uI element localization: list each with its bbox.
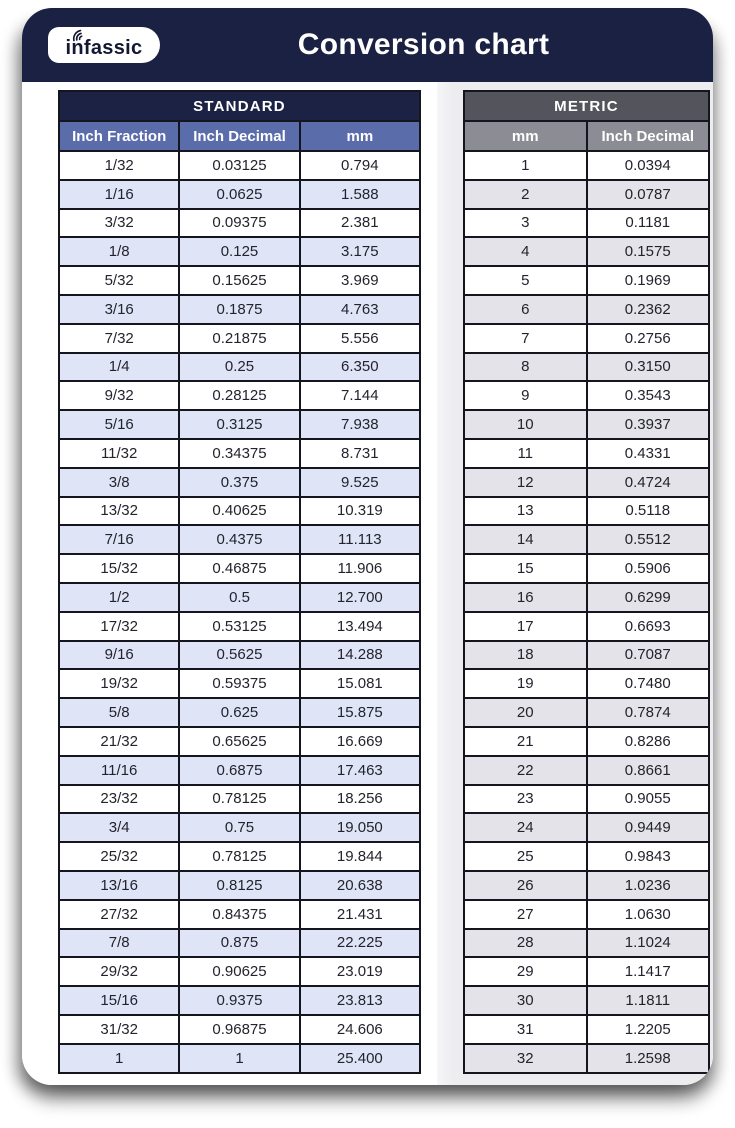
table-cell: 0.34375 bbox=[179, 439, 299, 468]
table-row bbox=[464, 641, 709, 670]
table-cell: 13/16 bbox=[59, 871, 179, 900]
table-cell: 3/32 bbox=[59, 209, 179, 238]
table-cell: 0.25 bbox=[179, 353, 299, 382]
table-cell: 0.5118 bbox=[587, 497, 710, 526]
table-cell: 0.9843 bbox=[587, 842, 710, 871]
table-cell: 29/32 bbox=[59, 957, 179, 986]
table-row bbox=[59, 324, 420, 353]
table-cell: 5/8 bbox=[59, 698, 179, 727]
table-row bbox=[464, 180, 709, 209]
table-cell: 11/32 bbox=[59, 439, 179, 468]
table-cell: 0.21875 bbox=[179, 324, 299, 353]
table-row bbox=[464, 813, 709, 842]
table-row bbox=[59, 180, 420, 209]
table-row bbox=[59, 468, 420, 497]
standard-panel bbox=[22, 82, 437, 1085]
table-cell: 23.813 bbox=[300, 986, 420, 1015]
table-cell: 1.1417 bbox=[587, 957, 710, 986]
brand-logo-text: infassic bbox=[65, 37, 143, 59]
table-row bbox=[464, 900, 709, 929]
table-cell: 10.319 bbox=[300, 497, 420, 526]
table-row bbox=[59, 669, 420, 698]
table-cell: 24 bbox=[464, 813, 587, 842]
table-row bbox=[464, 698, 709, 727]
table-cell: 0.0787 bbox=[587, 180, 710, 209]
table-row bbox=[59, 957, 420, 986]
table-row bbox=[59, 209, 420, 238]
table-row bbox=[464, 266, 709, 295]
table-cell: 29 bbox=[464, 957, 587, 986]
table-row bbox=[464, 871, 709, 900]
table-row bbox=[464, 957, 709, 986]
table-cell: 0.794 bbox=[300, 151, 420, 180]
table-row bbox=[59, 353, 420, 382]
table-row bbox=[464, 468, 709, 497]
table-cell: 20.638 bbox=[300, 871, 420, 900]
table-row bbox=[59, 986, 420, 1015]
table-cell: 7/32 bbox=[59, 324, 179, 353]
table-cell: 0.0394 bbox=[587, 151, 710, 180]
table-cell: 23/32 bbox=[59, 785, 179, 814]
table-cell: 0.28125 bbox=[179, 381, 299, 410]
table-cell: 21 bbox=[464, 727, 587, 756]
table-cell: 7 bbox=[464, 324, 587, 353]
table-row bbox=[59, 727, 420, 756]
table-row bbox=[59, 237, 420, 266]
table-cell: 9.525 bbox=[300, 468, 420, 497]
table-cell: 2.381 bbox=[300, 209, 420, 238]
table-row bbox=[464, 324, 709, 353]
table-cell: 0.9449 bbox=[587, 813, 710, 842]
table-cell: 3.175 bbox=[300, 237, 420, 266]
table-row bbox=[59, 410, 420, 439]
table-cell: 3.969 bbox=[300, 266, 420, 295]
table-cell: 20 bbox=[464, 698, 587, 727]
standard-table-header-row bbox=[59, 121, 420, 151]
table-cell: 9/16 bbox=[59, 641, 179, 670]
table-cell: 0.4724 bbox=[587, 468, 710, 497]
table-cell: 0.03125 bbox=[179, 151, 299, 180]
standard-table bbox=[58, 90, 421, 1074]
table-row bbox=[464, 381, 709, 410]
table-cell: 0.78125 bbox=[179, 785, 299, 814]
table-row bbox=[59, 612, 420, 641]
table-cell: 0.9375 bbox=[179, 986, 299, 1015]
table-row bbox=[464, 353, 709, 382]
table-cell: 4 bbox=[464, 237, 587, 266]
table-cell: 0.5625 bbox=[179, 641, 299, 670]
table-cell: 3 bbox=[464, 209, 587, 238]
table-cell: 19.844 bbox=[300, 842, 420, 871]
table-cell: 0.8661 bbox=[587, 756, 710, 785]
table-row bbox=[59, 266, 420, 295]
metric-table-title: METRIC bbox=[464, 91, 709, 121]
standard-table-title: STANDARD bbox=[59, 91, 420, 121]
table-cell: 1.588 bbox=[300, 180, 420, 209]
table-row bbox=[59, 381, 420, 410]
column-header-inch-decimal: Inch Decimal bbox=[179, 121, 299, 151]
header-banner bbox=[22, 8, 713, 82]
table-cell: 0.75 bbox=[179, 813, 299, 842]
tables-area bbox=[22, 82, 713, 1085]
table-cell: 15 bbox=[464, 554, 587, 583]
table-cell: 28 bbox=[464, 929, 587, 958]
table-cell: 8 bbox=[464, 353, 587, 382]
table-row bbox=[59, 1015, 420, 1044]
column-header-mm: mm bbox=[464, 121, 587, 151]
conversion-chart-card bbox=[22, 8, 713, 1085]
table-row bbox=[59, 497, 420, 526]
table-cell: 0.1575 bbox=[587, 237, 710, 266]
table-cell: 13 bbox=[464, 497, 587, 526]
table-cell: 22.225 bbox=[300, 929, 420, 958]
table-cell: 13/32 bbox=[59, 497, 179, 526]
table-cell: 0.3150 bbox=[587, 353, 710, 382]
table-row bbox=[59, 929, 420, 958]
table-cell: 1 bbox=[464, 151, 587, 180]
table-cell: 23 bbox=[464, 785, 587, 814]
table-cell: 11.113 bbox=[300, 525, 420, 554]
table-cell: 10 bbox=[464, 410, 587, 439]
table-cell: 1.1811 bbox=[587, 986, 710, 1015]
table-cell: 0.375 bbox=[179, 468, 299, 497]
table-cell: 14.288 bbox=[300, 641, 420, 670]
table-cell: 0.5 bbox=[179, 583, 299, 612]
table-cell: 4.763 bbox=[300, 295, 420, 324]
table-cell: 23.019 bbox=[300, 957, 420, 986]
table-cell: 5 bbox=[464, 266, 587, 295]
table-row bbox=[464, 842, 709, 871]
table-cell: 0.4331 bbox=[587, 439, 710, 468]
table-row bbox=[464, 1015, 709, 1044]
table-cell: 1.1024 bbox=[587, 929, 710, 958]
table-row bbox=[464, 583, 709, 612]
table-cell: 1 bbox=[59, 1044, 179, 1073]
table-cell: 18 bbox=[464, 641, 587, 670]
metric-table bbox=[463, 90, 710, 1074]
table-cell: 0.7874 bbox=[587, 698, 710, 727]
table-cell: 11/16 bbox=[59, 756, 179, 785]
table-cell: 27 bbox=[464, 900, 587, 929]
table-cell: 1.0630 bbox=[587, 900, 710, 929]
table-cell: 22 bbox=[464, 756, 587, 785]
table-cell: 1/8 bbox=[59, 237, 179, 266]
table-cell: 5/16 bbox=[59, 410, 179, 439]
table-cell: 0.3937 bbox=[587, 410, 710, 439]
table-row bbox=[464, 1044, 709, 1073]
brand-logo bbox=[48, 27, 160, 63]
table-cell: 15/16 bbox=[59, 986, 179, 1015]
table-cell: 25.400 bbox=[300, 1044, 420, 1073]
table-cell: 0.2756 bbox=[587, 324, 710, 353]
metric-table-body bbox=[464, 151, 709, 1073]
table-row bbox=[464, 756, 709, 785]
table-cell: 8.731 bbox=[300, 439, 420, 468]
table-cell: 0.65625 bbox=[179, 727, 299, 756]
table-row bbox=[59, 1044, 420, 1073]
table-row bbox=[59, 554, 420, 583]
table-cell: 3/4 bbox=[59, 813, 179, 842]
table-cell: 11 bbox=[464, 439, 587, 468]
table-cell: 0.96875 bbox=[179, 1015, 299, 1044]
standard-table-title-row bbox=[59, 91, 420, 121]
table-cell: 0.8286 bbox=[587, 727, 710, 756]
table-cell: 0.46875 bbox=[179, 554, 299, 583]
table-cell: 17.463 bbox=[300, 756, 420, 785]
table-cell: 0.8125 bbox=[179, 871, 299, 900]
table-row bbox=[59, 900, 420, 929]
table-cell: 12 bbox=[464, 468, 587, 497]
table-cell: 0.3543 bbox=[587, 381, 710, 410]
table-cell: 0.5906 bbox=[587, 554, 710, 583]
table-cell: 0.5512 bbox=[587, 525, 710, 554]
table-row bbox=[59, 813, 420, 842]
table-cell: 0.78125 bbox=[179, 842, 299, 871]
table-cell: 7.938 bbox=[300, 410, 420, 439]
table-cell: 19 bbox=[464, 669, 587, 698]
table-cell: 16.669 bbox=[300, 727, 420, 756]
table-cell: 32 bbox=[464, 1044, 587, 1073]
column-header-inch-decimal: Inch Decimal bbox=[587, 121, 710, 151]
table-row bbox=[59, 295, 420, 324]
table-row bbox=[59, 756, 420, 785]
table-cell: 0.09375 bbox=[179, 209, 299, 238]
table-cell: 0.125 bbox=[179, 237, 299, 266]
table-cell: 0.6693 bbox=[587, 612, 710, 641]
table-cell: 1.2598 bbox=[587, 1044, 710, 1073]
table-cell: 6 bbox=[464, 295, 587, 324]
table-row bbox=[464, 410, 709, 439]
table-cell: 0.15625 bbox=[179, 266, 299, 295]
table-cell: 31 bbox=[464, 1015, 587, 1044]
table-cell: 25 bbox=[464, 842, 587, 871]
table-cell: 0.4375 bbox=[179, 525, 299, 554]
table-row bbox=[464, 525, 709, 554]
table-row bbox=[464, 151, 709, 180]
table-cell: 0.2362 bbox=[587, 295, 710, 324]
table-row bbox=[464, 497, 709, 526]
table-cell: 19/32 bbox=[59, 669, 179, 698]
table-cell: 0.7087 bbox=[587, 641, 710, 670]
table-row bbox=[464, 439, 709, 468]
table-cell: 17/32 bbox=[59, 612, 179, 641]
table-cell: 5.556 bbox=[300, 324, 420, 353]
table-cell: 9/32 bbox=[59, 381, 179, 410]
table-row bbox=[59, 583, 420, 612]
table-cell: 24.606 bbox=[300, 1015, 420, 1044]
page-title: Conversion chart bbox=[297, 28, 550, 61]
table-row bbox=[464, 785, 709, 814]
table-cell: 21.431 bbox=[300, 900, 420, 929]
table-cell: 0.625 bbox=[179, 698, 299, 727]
table-cell: 9 bbox=[464, 381, 587, 410]
table-cell: 1.2205 bbox=[587, 1015, 710, 1044]
table-cell: 2 bbox=[464, 180, 587, 209]
table-cell: 16 bbox=[464, 583, 587, 612]
table-cell: 0.1969 bbox=[587, 266, 710, 295]
table-cell: 6.350 bbox=[300, 353, 420, 382]
table-cell: 0.875 bbox=[179, 929, 299, 958]
table-cell: 0.1875 bbox=[179, 295, 299, 324]
table-cell: 0.90625 bbox=[179, 957, 299, 986]
table-cell: 0.84375 bbox=[179, 900, 299, 929]
table-cell: 5/32 bbox=[59, 266, 179, 295]
table-cell: 1/2 bbox=[59, 583, 179, 612]
table-row bbox=[464, 209, 709, 238]
table-cell: 15/32 bbox=[59, 554, 179, 583]
table-cell: 25/32 bbox=[59, 842, 179, 871]
metric-panel bbox=[437, 82, 713, 1085]
table-cell: 0.6875 bbox=[179, 756, 299, 785]
table-cell: 30 bbox=[464, 986, 587, 1015]
table-row bbox=[59, 698, 420, 727]
table-cell: 26 bbox=[464, 871, 587, 900]
table-cell: 1/4 bbox=[59, 353, 179, 382]
table-cell: 15.081 bbox=[300, 669, 420, 698]
table-cell: 0.7480 bbox=[587, 669, 710, 698]
table-cell: 17 bbox=[464, 612, 587, 641]
table-cell: 13.494 bbox=[300, 612, 420, 641]
table-cell: 7/16 bbox=[59, 525, 179, 554]
table-cell: 0.6299 bbox=[587, 583, 710, 612]
table-row bbox=[464, 554, 709, 583]
table-cell: 1.0236 bbox=[587, 871, 710, 900]
table-cell: 7/8 bbox=[59, 929, 179, 958]
table-row bbox=[59, 525, 420, 554]
table-cell: 1 bbox=[179, 1044, 299, 1073]
table-row bbox=[464, 669, 709, 698]
table-cell: 0.40625 bbox=[179, 497, 299, 526]
table-cell: 31/32 bbox=[59, 1015, 179, 1044]
table-cell: 11.906 bbox=[300, 554, 420, 583]
table-cell: 0.3125 bbox=[179, 410, 299, 439]
table-cell: 0.59375 bbox=[179, 669, 299, 698]
table-row bbox=[59, 641, 420, 670]
table-cell: 14 bbox=[464, 525, 587, 554]
column-header-mm: mm bbox=[300, 121, 420, 151]
table-cell: 12.700 bbox=[300, 583, 420, 612]
table-row bbox=[59, 871, 420, 900]
table-cell: 7.144 bbox=[300, 381, 420, 410]
table-cell: 3/16 bbox=[59, 295, 179, 324]
table-row bbox=[464, 929, 709, 958]
table-row bbox=[464, 295, 709, 324]
table-cell: 1/32 bbox=[59, 151, 179, 180]
table-row bbox=[464, 612, 709, 641]
column-header-inch-fraction: Inch Fraction bbox=[59, 121, 179, 151]
table-cell: 21/32 bbox=[59, 727, 179, 756]
table-cell: 0.9055 bbox=[587, 785, 710, 814]
standard-table-body bbox=[59, 151, 420, 1073]
table-row bbox=[59, 151, 420, 180]
metric-table-title-row bbox=[464, 91, 709, 121]
table-cell: 27/32 bbox=[59, 900, 179, 929]
table-cell: 0.0625 bbox=[179, 180, 299, 209]
table-cell: 18.256 bbox=[300, 785, 420, 814]
table-row bbox=[59, 842, 420, 871]
table-row bbox=[59, 439, 420, 468]
table-row bbox=[464, 727, 709, 756]
table-row bbox=[464, 986, 709, 1015]
table-row bbox=[59, 785, 420, 814]
table-cell: 0.1181 bbox=[587, 209, 710, 238]
table-row bbox=[464, 237, 709, 266]
table-cell: 15.875 bbox=[300, 698, 420, 727]
table-cell: 1/16 bbox=[59, 180, 179, 209]
metric-table-header-row bbox=[464, 121, 709, 151]
table-cell: 3/8 bbox=[59, 468, 179, 497]
table-cell: 19.050 bbox=[300, 813, 420, 842]
table-cell: 0.53125 bbox=[179, 612, 299, 641]
